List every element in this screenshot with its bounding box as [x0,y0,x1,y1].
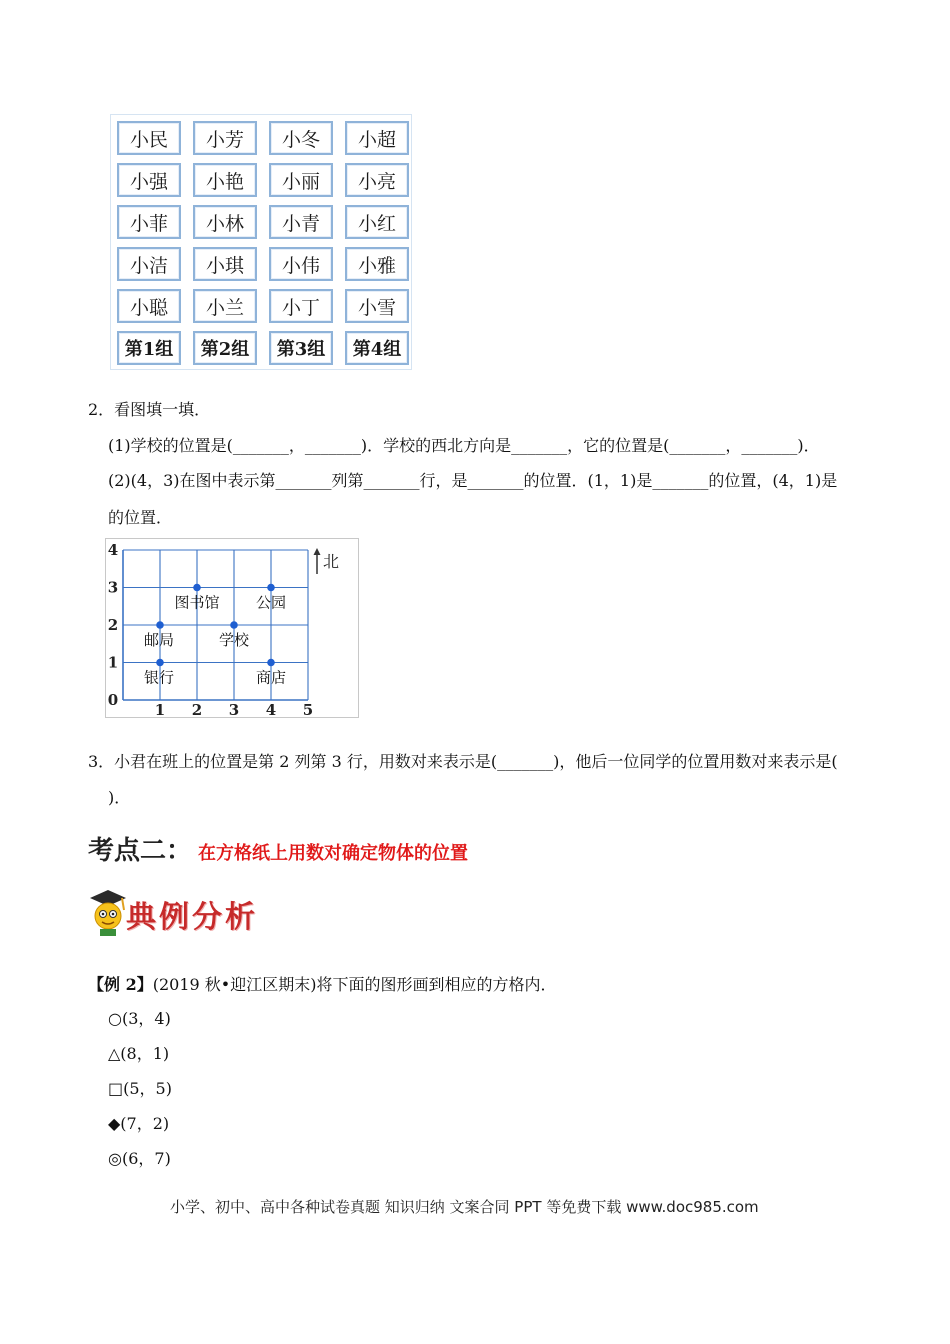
seat-cell: 小超 [345,121,409,155]
example-item: ○(3，4) [108,1009,171,1028]
x-tick-label: 3 [228,701,240,718]
place-dot [267,584,275,592]
place-dot [156,621,164,629]
seat-cell: 小强 [117,163,181,197]
x-tick-label: 1 [154,701,166,718]
seat-cell: 小冬 [269,121,333,155]
example-2-text: (2019 秋•迎江区期末)将下面的图形画到相应的方格内． [152,975,557,994]
question-2-title: 2．看图填一填． [88,400,211,419]
seat-cell: 小艳 [193,163,257,197]
seat-cell: 小聪 [117,289,181,323]
student-mascot-icon [86,884,130,938]
seat-cell: 小洁 [117,247,181,281]
north-indicator [314,548,340,574]
example-item: △(8，1) [108,1044,170,1063]
seat-cell: 小丽 [269,163,333,197]
group-label: 第2组 [193,331,257,365]
y-tick-label: 1 [107,653,119,672]
place-label: 邮局 [144,631,175,649]
seat-cell: 小琪 [193,247,257,281]
example-2-line [88,975,556,995]
seat-cell: 小林 [193,205,257,239]
seat-cell: 小民 [117,121,181,155]
footer-text: 小学、初中、高中各种试卷真题 知识归纳 文案合同 PPT 等免费下载 www.doc985.com [170,1198,759,1216]
question-2-line-1: (1)学校的位置是(_______，_______)．学校的西北方向是_______，它的位置是(_______，_______)． [108,436,820,455]
seat-cell: 小丁 [269,289,333,323]
section-heading [88,830,468,867]
place-label: 公园 [255,593,287,612]
coordinate-map [105,538,359,718]
seat-cell: 小雅 [345,247,409,281]
seat-cell: 小兰 [193,289,257,323]
banner-text: 典例分析 [126,900,258,935]
section-label: 考点二： [88,836,193,866]
x-tick-label: 5 [302,701,314,718]
seat-cell: 小青 [269,205,333,239]
place-dot [193,584,201,592]
north-label: 北 [323,552,340,571]
group-label: 第3组 [269,331,333,365]
y-tick-label: 2 [107,616,119,634]
seat-cell: 小芳 [193,121,257,155]
place-label: 图书馆 [174,593,220,612]
y-tick-label: 4 [107,541,119,559]
question-2-line-2: (2)(4，3)在图中表示第_______列第_______行，是_______的位置．(1，1)是_______的位置，(4，1)是 [108,471,838,490]
example-item: ◎(6，7) [108,1149,171,1168]
example-item: □(5，5) [108,1079,172,1098]
seat-cell: 小红 [345,205,409,239]
example-item: ◆(7，2) [108,1114,170,1133]
place-dot [156,659,164,667]
x-tick-label: 4 [265,701,277,718]
question-3-line-1: 3．小君在班上的位置是第 2 列第 3 行，用数对来表示是(_______)，他后一位同学的位置用数对来表示是( [88,752,838,771]
place-label: 商店 [255,668,287,687]
group-label: 第4组 [345,331,409,365]
question-3-line-2: )． [108,788,131,807]
seat-cell: 小伟 [269,247,333,281]
x-tick-label: 2 [191,701,203,718]
place-dot [230,621,238,629]
seat-cell: 小雪 [345,289,409,323]
place-label: 银行 [144,668,175,687]
seat-cell: 小亮 [345,163,409,197]
question-2-line-3: 的位置． [108,508,173,527]
group-label: 第1组 [117,331,181,365]
y-tick-label: 0 [107,691,119,709]
example-banner [86,884,266,938]
section-title: 在方格纸上用数对确定物体的位置 [198,843,469,864]
place-dot [267,659,275,667]
place-label: 学校 [218,631,250,649]
seat-cell: 小菲 [117,205,181,239]
seat-chart [110,114,412,370]
example-2-tag: 【例 2】 [88,975,153,994]
y-tick-label: 3 [107,578,119,597]
